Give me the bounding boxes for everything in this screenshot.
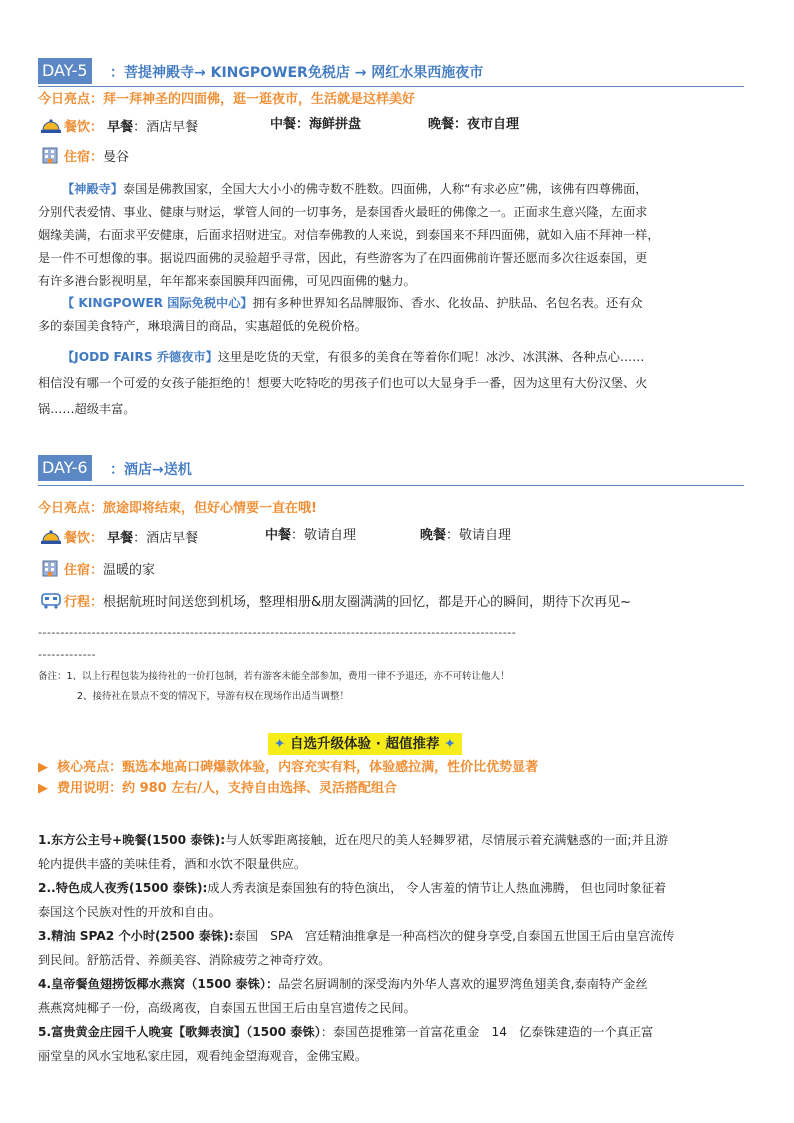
day6-stay-label: 住宿： — [64, 563, 104, 578]
hotel-building-icon — [40, 145, 62, 165]
recommend-bullet-2 — [38, 779, 397, 799]
recommend-item — [38, 828, 758, 876]
recommend-title: 自选升级体验 · 超值推荐 — [290, 736, 440, 752]
jodd-line-3: 锅……超级丰富。 — [38, 402, 136, 416]
day5-temple-paragraph — [38, 178, 758, 293]
day5-title-row — [110, 62, 483, 82]
recommend-bullet-1 — [38, 758, 538, 778]
recommend-item — [38, 924, 758, 972]
day5-lunch — [270, 115, 361, 135]
day6-trip-row — [40, 590, 631, 613]
dashed-separator: ----------------------------------------------------------------------------------------------------------- — [38, 626, 517, 639]
day5-stay-label: 住宿： — [64, 150, 104, 165]
day5-badge: DAY-5 — [38, 58, 92, 84]
item-line-1: ：泰国芭提雅第一首富花重金 14 亿泰铢建造的一个真正富 — [320, 1025, 654, 1039]
day5-breakfast-value: ：酒店早餐 — [133, 120, 199, 135]
day5-stay-value: 曼谷 — [103, 150, 130, 165]
item-head: 2..特色成人夜秀(1500 泰铢): — [38, 881, 208, 895]
day5-highlight: 今日亮点：拜一拜神圣的四面佛，逛一逛夜市，生活就是这样美好 — [38, 92, 416, 107]
day6-dinner-value: ：敬请自理 — [446, 528, 512, 543]
day6-badge: DAY-6 — [38, 455, 92, 481]
jodd-tag: 【JODD FAIRS 乔德夜市】 — [62, 350, 218, 364]
temple-line-2: 分别代表爱情、事业、健康与财运，掌管人间的一切事务，是泰国香火最旺的佛像之一。正面求生意兴隆，左面求 — [38, 205, 648, 219]
day5-lunch-label: 中餐 — [270, 117, 297, 132]
temple-line-4: 是一件不可想像的事。据说四面佛的灵验超乎寻常，因此，有些游客为了在四面佛前许誓还愿而多次往返泰国，更 — [38, 251, 648, 265]
day6-dinner-label: 晚餐 — [420, 528, 447, 543]
dining-bell-icon — [40, 115, 62, 135]
day6-breakfast-label: 早餐 — [107, 531, 134, 546]
item-line-2: 到民间。舒筋活骨、养颜美容、消除疲劳之神奇疗效。 — [38, 953, 331, 967]
day5-colon: ： — [110, 65, 124, 81]
day5-jodd-paragraph — [38, 344, 758, 422]
kingpower-tag: 【 KINGPOWER 国际免税中心】 — [62, 296, 253, 310]
item-line-2: 泰国这个民族对性的开放和自由。 — [38, 905, 221, 919]
item-line-2: 轮内提供丰盛的美味佳肴，酒和水饮不限量供应。 — [38, 857, 307, 871]
temple-tag: 【神殿寺】 — [62, 182, 123, 196]
day5-lunch-value: ：海鲜拼盘 — [296, 117, 362, 132]
day5-dinner — [428, 115, 519, 135]
day6-stay-value: 温暖的家 — [103, 563, 156, 578]
item-head: 3.精油 SPA2 个小时(2500 泰铢): — [38, 929, 234, 943]
item-head: 1.东方公主号+晚餐(1500 泰铢): — [38, 833, 226, 847]
day6-lunch — [265, 526, 356, 546]
day5-title: 菩提神殿寺→ KINGPOWER免税店 → 网红水果西施夜市 — [124, 65, 484, 81]
day6-meals-label: 餐饮： — [64, 531, 104, 546]
day5-divider — [38, 86, 744, 87]
recommend-bullet-1-text: 核心亮点：甄选本地高口碑爆款体验，内容充实有料，体验感拉满，性价比优势显著 — [57, 760, 539, 775]
day6-stay-row — [40, 558, 155, 581]
recommend-title-banner — [268, 733, 462, 755]
item-line-1: 泰国 SPA 宫廷精油推拿是一种高档次的健身享受,自泰国五世国王后由皇宫流传 — [233, 929, 675, 943]
jodd-line-1: 这里是吃货的天堂，有很多的美食在等着你们呢！冰沙、冰淇淋、各种点心…… — [217, 350, 645, 364]
dining-bell-icon — [40, 526, 62, 546]
kingpower-line-1: 拥有多种世界知名品牌服饰、香水、化妆品、护肤品、名包名表。还有众 — [252, 296, 643, 310]
day5-meals-label: 餐饮： — [64, 120, 104, 135]
day6-breakfast-value: ：酒店早餐 — [133, 531, 199, 546]
day6-title-row — [110, 459, 192, 479]
day6-dinner — [420, 526, 511, 546]
sparkle-icon: ✦ — [274, 736, 286, 752]
recommend-item — [38, 876, 758, 924]
day6-colon: ： — [110, 462, 124, 478]
recommend-item — [38, 972, 758, 1020]
day6-title: 酒店→送机 — [124, 462, 192, 478]
day5-dinner-value: ：夜市自理 — [454, 117, 520, 132]
day6-lunch-value: ：敬请自理 — [291, 528, 357, 543]
item-line-1: 与人妖零距离接触，近在咫尺的美人轻舞罗裙，尽情展示着充满魅惑的一面;并且游 — [225, 833, 669, 847]
triangle-bullet-icon: ▶ — [38, 781, 48, 796]
triangle-bullet-icon: ▶ — [38, 760, 48, 775]
sparkle-icon: ✦ — [444, 736, 456, 752]
item-head: 4.皇帝餐鱼翅捞饭椰水燕窝（1500 泰铢）： — [38, 977, 279, 991]
day6-trip-value: 根据航班时间送您到机场，整理相册&朋友圈满满的回忆，都是开心的瞬间，期待下次再见~ — [103, 595, 632, 610]
temple-line-1: 泰国是佛教国家，全国大大小小的佛寺数不胜数。四面佛，人称“有求必应”佛，该佛有四尊佛面， — [122, 182, 648, 196]
item-head: 5.富贵黄金庄园千人晚宴【歌舞表演】（1500 泰铢） — [38, 1025, 321, 1039]
day6-highlight: 今日亮点：旅途即将结束，但好心情要一直在哦! — [38, 501, 317, 516]
day5-meals-row — [40, 115, 198, 138]
note-line-1: 备注：1、以上行程包装为接待社的一价打包制，若有游客未能全部参加，费用一律不予退还，亦不可转让他人！ — [38, 671, 510, 682]
item-line-2: 丽堂皇的风水宝地私家庄园，观看纯金望海观音，金佛宝殿。 — [38, 1049, 368, 1063]
item-line-1: 品尝名厨调制的深受海内外华人喜欢的暹罗湾鱼翅美食,泰南特产金丝 — [278, 977, 648, 991]
day6-meals-row — [40, 526, 198, 549]
day6-trip-label: 行程： — [64, 595, 104, 610]
hotel-building-icon — [40, 558, 62, 578]
note-line-2: 2、接待社在景点不变的情况下，导游有权在现场作出适当调整！ — [77, 691, 350, 702]
day5-stay-row — [40, 145, 129, 168]
jodd-line-2: 相信没有哪一个可爱的女孩子能拒绝的！想要大吃特吃的男孩子们也可以大显身手一番，因为这里有大份汉堡、火 — [38, 376, 648, 390]
recommend-list — [38, 828, 758, 1068]
day5-dinner-label: 晚餐 — [428, 117, 455, 132]
day6-divider — [38, 485, 744, 486]
day6-lunch-label: 中餐 — [265, 528, 292, 543]
item-line-2: 燕燕窝炖椰子一份，高级离夜，自泰国五世国王后由皇宫遗传之民间。 — [38, 1001, 416, 1015]
kingpower-line-2: 多的泰国美食特产，琳琅满目的商品，实惠超低的免税价格。 — [38, 319, 368, 333]
day5-breakfast-label: 早餐 — [107, 120, 134, 135]
recommend-bullet-2-text: 费用说明：约 980 左右/人，支持自由选择、灵活搭配组合 — [57, 781, 397, 796]
temple-line-5: 有许多港台影视明星，年年都来泰国膜拜四面佛，可见四面佛的魅力。 — [38, 274, 416, 288]
item-line-1: 成人秀表演是泰国独有的特色演出， 令人害羞的情节让人热血沸腾， 但也同时象征着 — [207, 881, 667, 895]
recommend-item — [38, 1020, 758, 1068]
dashed-separator-tail: ------------- — [38, 648, 97, 661]
day5-kingpower-paragraph — [38, 292, 758, 338]
tram-icon — [40, 590, 62, 610]
temple-line-3: 姻缘美满，右面求平安健康，后面求招财进宝。对信奉佛教的人来说，到泰国来不拜四面佛，就如入庙不拜神一样， — [38, 228, 660, 242]
